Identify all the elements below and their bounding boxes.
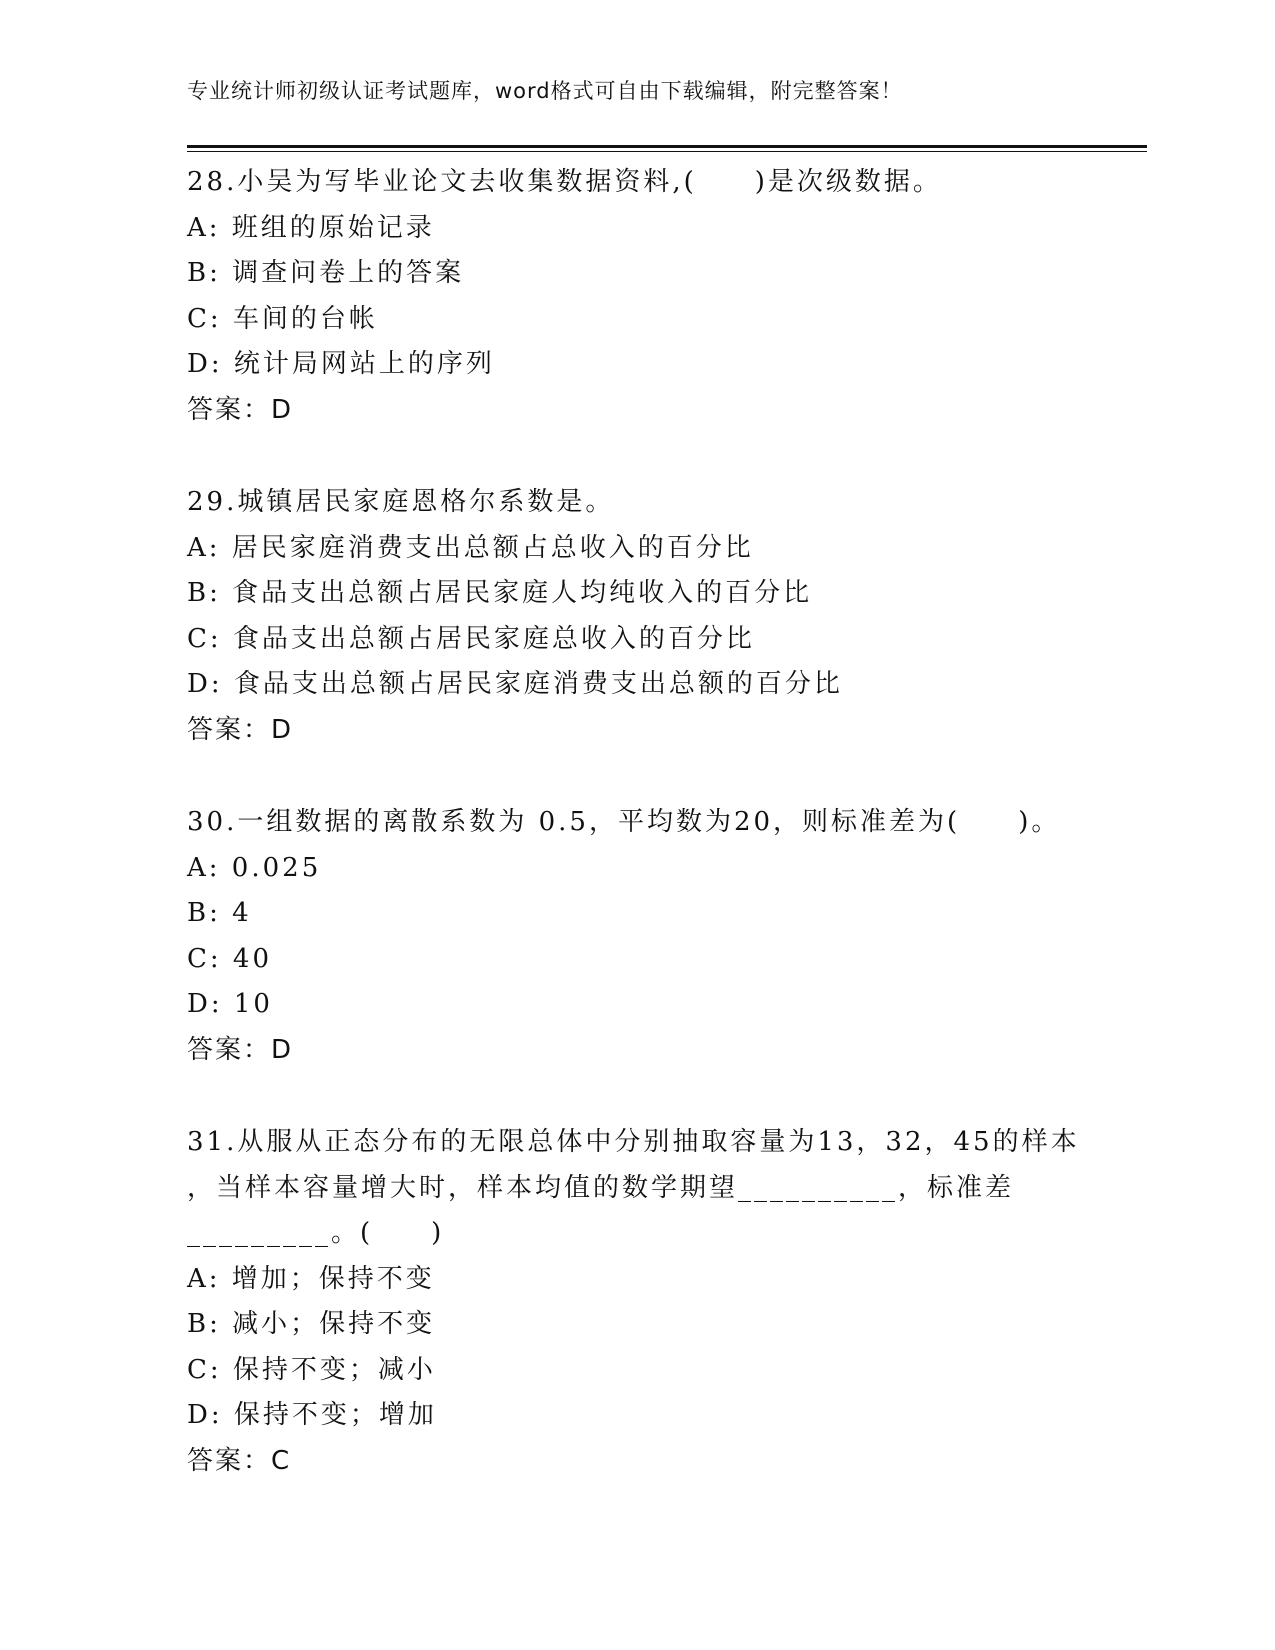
option-d: D: 统计局网站上的序列 — [187, 349, 495, 379]
question-stem-line-1: 31.从服从正态分布的无限总体中分别抽取容量为13，32，45的样本 — [187, 1127, 1080, 1157]
question-31 — [187, 1120, 1087, 1484]
option-b: B: 食品支出总额占居民家庭人均纯收入的百分比 — [187, 578, 813, 608]
option-c: C: 车间的台帐 — [187, 303, 378, 334]
option-b: B: 减小；保持不变 — [187, 1309, 436, 1339]
answer-label: 答案：D — [187, 1034, 294, 1065]
question-29 — [187, 480, 1087, 753]
question-stem: 28.小吴为写毕业论文去收集数据资料,( )是次级数据。 — [187, 167, 942, 197]
option-a: A: 班组的原始记录 — [187, 212, 435, 243]
answer-label: 答案：D — [187, 714, 294, 745]
option-a: A: 0.025 — [187, 852, 322, 883]
option-d: D: 食品支出总额占居民家庭消费支出总额的百分比 — [187, 669, 843, 699]
question-28 — [187, 160, 1087, 433]
answer-label: 答案：C — [187, 1445, 292, 1476]
header-rule-thick — [187, 145, 1147, 148]
option-b: B: 调查问卷上的答案 — [187, 258, 465, 288]
question-30 — [187, 800, 1087, 1073]
question-stem: 30.一组数据的离散系数为 0.5，平均数为20，则标准差为( )。 — [187, 807, 1061, 837]
answer-label: 答案：D — [187, 394, 294, 425]
option-d: D: 保持不变；增加 — [187, 1400, 437, 1430]
option-c: C: 40 — [187, 943, 273, 974]
header-rule-thin — [187, 151, 1147, 152]
option-c: C: 保持不变；减小 — [187, 1354, 436, 1385]
option-b: B: 4 — [187, 898, 252, 928]
question-stem-line-3: _________。( ) — [187, 1218, 445, 1248]
question-list — [187, 160, 1087, 1531]
question-stem-line-2: ，当样本容量增大时，样本均值的数学期望__________，标准差 — [187, 1172, 1015, 1203]
option-a: A: 居民家庭消费支出总额占总收入的百分比 — [187, 532, 754, 563]
page-header: 专业统计师初级认证考试题库，word格式可自由下载编辑，附完整答案！ — [187, 79, 903, 103]
question-stem: 29.城镇居民家庭恩格尔系数是。 — [187, 487, 615, 517]
option-a: A: 增加；保持不变 — [187, 1263, 435, 1294]
option-c: C: 食品支出总额占居民家庭总收入的百分比 — [187, 623, 755, 654]
option-d: D: 10 — [187, 989, 273, 1019]
